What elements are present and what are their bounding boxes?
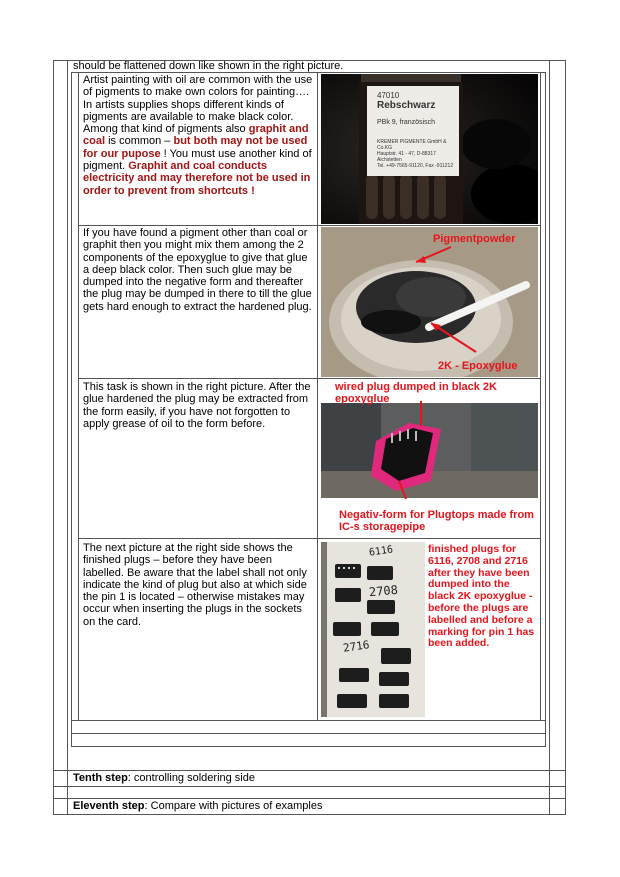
jar-label-sub: PBk 9, französisch (377, 119, 435, 126)
jar-label-addr: Hauptstr. 41 - 47, D-88317 Aichstetten (377, 151, 436, 163)
negativ-form-label: Negativ-form for Plugtops made from IC-s storagepipe (339, 509, 534, 533)
finished-plugs-photo (321, 542, 425, 717)
tenth-step-title: Tenth step (73, 772, 128, 784)
extraction-paragraph: This task is shown in the right picture. After the glue hardened the plug may be extracted from the form easily, if you have not forgotten to apply grease of oil to the form before. (83, 381, 311, 430)
pigment-paragraph (83, 74, 315, 197)
pigmentpowder-label: Pigmentpowder (433, 233, 516, 245)
jar-label (377, 91, 461, 169)
jar-label-tel: Tel. +49-7565-91120, Fax -911212 (377, 163, 454, 169)
epoxy-mixing-paragraph: If you have found a pigment other than coal or graphit then you might mix them among the 2 components of the epoxyglue to give that glue a deep black color. Then such glue may be dumped into the negative form and thereafter the plug may be dumped in there to till the glue gets hard enough to extract the hardened plug. (83, 227, 312, 313)
pigment-text-3: ! You must use another kind of pigment. (83, 147, 312, 173)
jar-label-code: 47010 (377, 91, 400, 100)
plug-label-2708: 2708 (368, 582, 399, 600)
highlight-not-used: but both may not be used for our pupose (83, 135, 308, 160)
plug-form-photo (321, 381, 538, 537)
plug-label-6116: 6116 (368, 544, 394, 559)
tenth-step-text: : controlling soldering side (127, 772, 255, 784)
epoxyglue-label: 2K - Epoxyglue (438, 360, 518, 372)
plug-label-2716: 2716 (342, 638, 371, 655)
pigment-jar-photo (321, 74, 538, 224)
highlight-conducts-electricity: Graphit and coal conducts electricity and may therefore not be used in order to prevent from shortcuts ! (83, 160, 311, 197)
tenth-step-row (73, 772, 543, 784)
pigment-text-2: is common – (105, 135, 174, 148)
finished-plugs-label: finished plugs for 6116, 2708 and 2716 after they have been dumped into the black 2K epoxyglue - before the plugs are labelled and before a marking for pin 1 has been added. (428, 543, 535, 650)
jar-label-name: Rebschwarz (377, 100, 436, 111)
pigment-text-1: Artist painting with oil are common with the use of pigments to make own colors for painting…. In artists supplies shops different kinds of pigments are available to make black color. Among that kind of pigments also (83, 74, 313, 136)
wired-plug-label: wired plug dumped in black 2K epoxyglue (335, 381, 497, 405)
finished-plugs-paragraph: The next picture at the right side shows the finished plugs – before they have been labelled. Be aware that the label shall not only indicate the kind of plug but also at which side the pin 1 is located – otherwise mistakes may occur when inserting the plugs in the sockets on the card. (83, 542, 307, 628)
jar-label-maker: KREMER PIGMENTE GmbH & Co.KG (377, 139, 447, 151)
highlight-graphit-coal: graphit and coal (83, 123, 309, 148)
intro-line: should be flattened down like shown in the right picture. (73, 60, 344, 72)
epoxy-bowl-photo (321, 227, 538, 377)
eleventh-step-row (73, 800, 543, 812)
eleventh-step-text: : Compare with pictures of examples (144, 800, 323, 812)
eleventh-step-title: Eleventh step (73, 800, 145, 812)
